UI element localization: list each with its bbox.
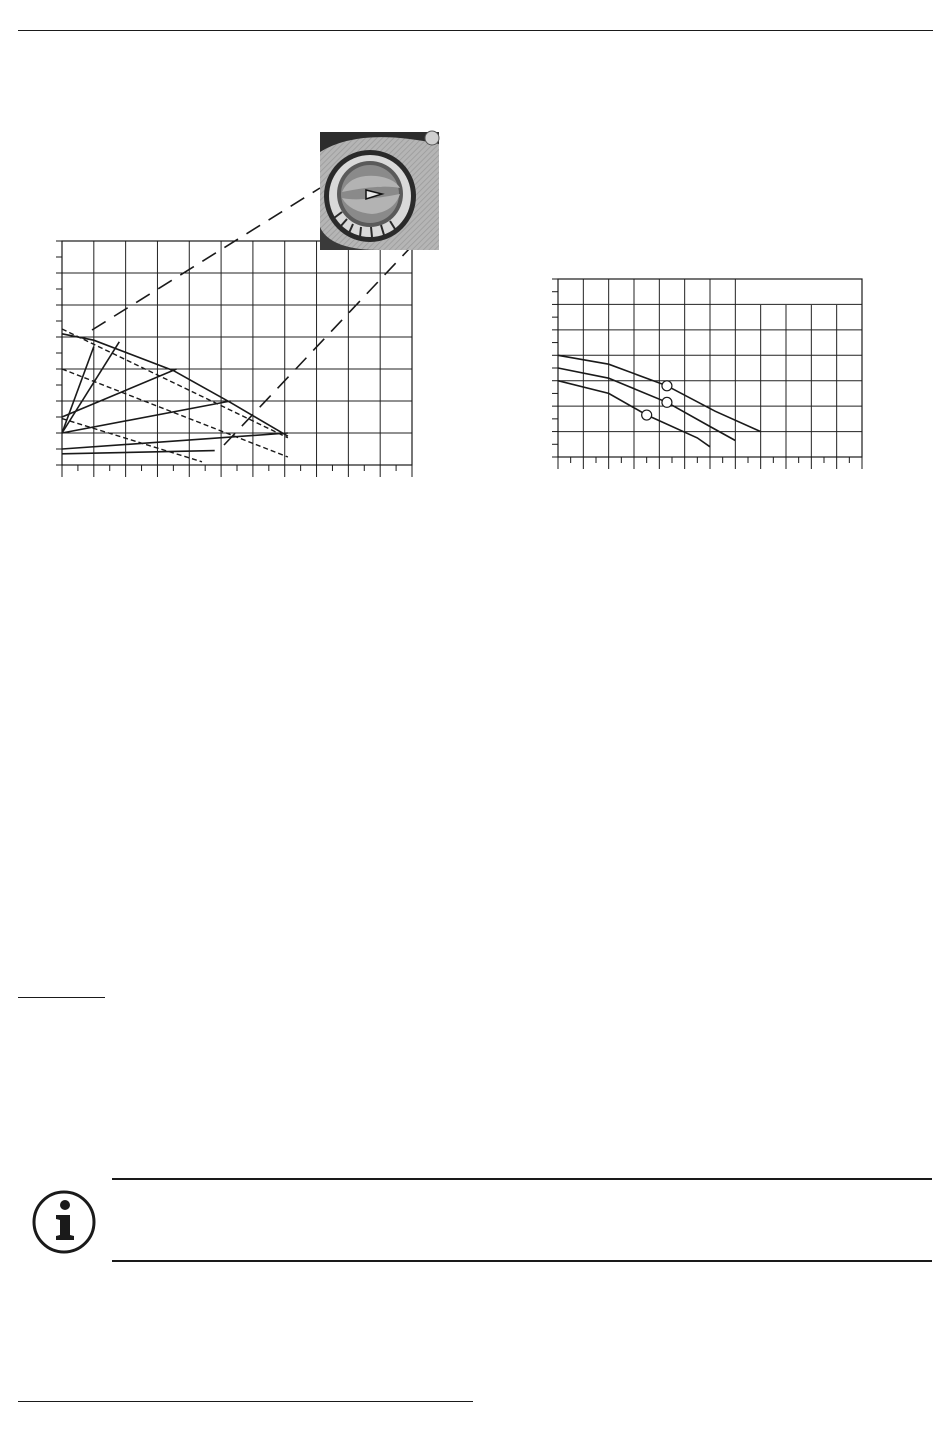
info-circle-icon (30, 1188, 98, 1256)
info-box-bottom-rule (112, 1260, 932, 1262)
operating-point-marker-2 (642, 410, 652, 420)
pump-curve-chart-right (0, 0, 950, 520)
operating-point-marker-0 (662, 381, 672, 391)
operating-point-marker-1 (662, 397, 672, 407)
section-underline (18, 997, 105, 998)
info-box-top-rule (112, 1178, 932, 1180)
footer-rule (18, 1401, 473, 1402)
